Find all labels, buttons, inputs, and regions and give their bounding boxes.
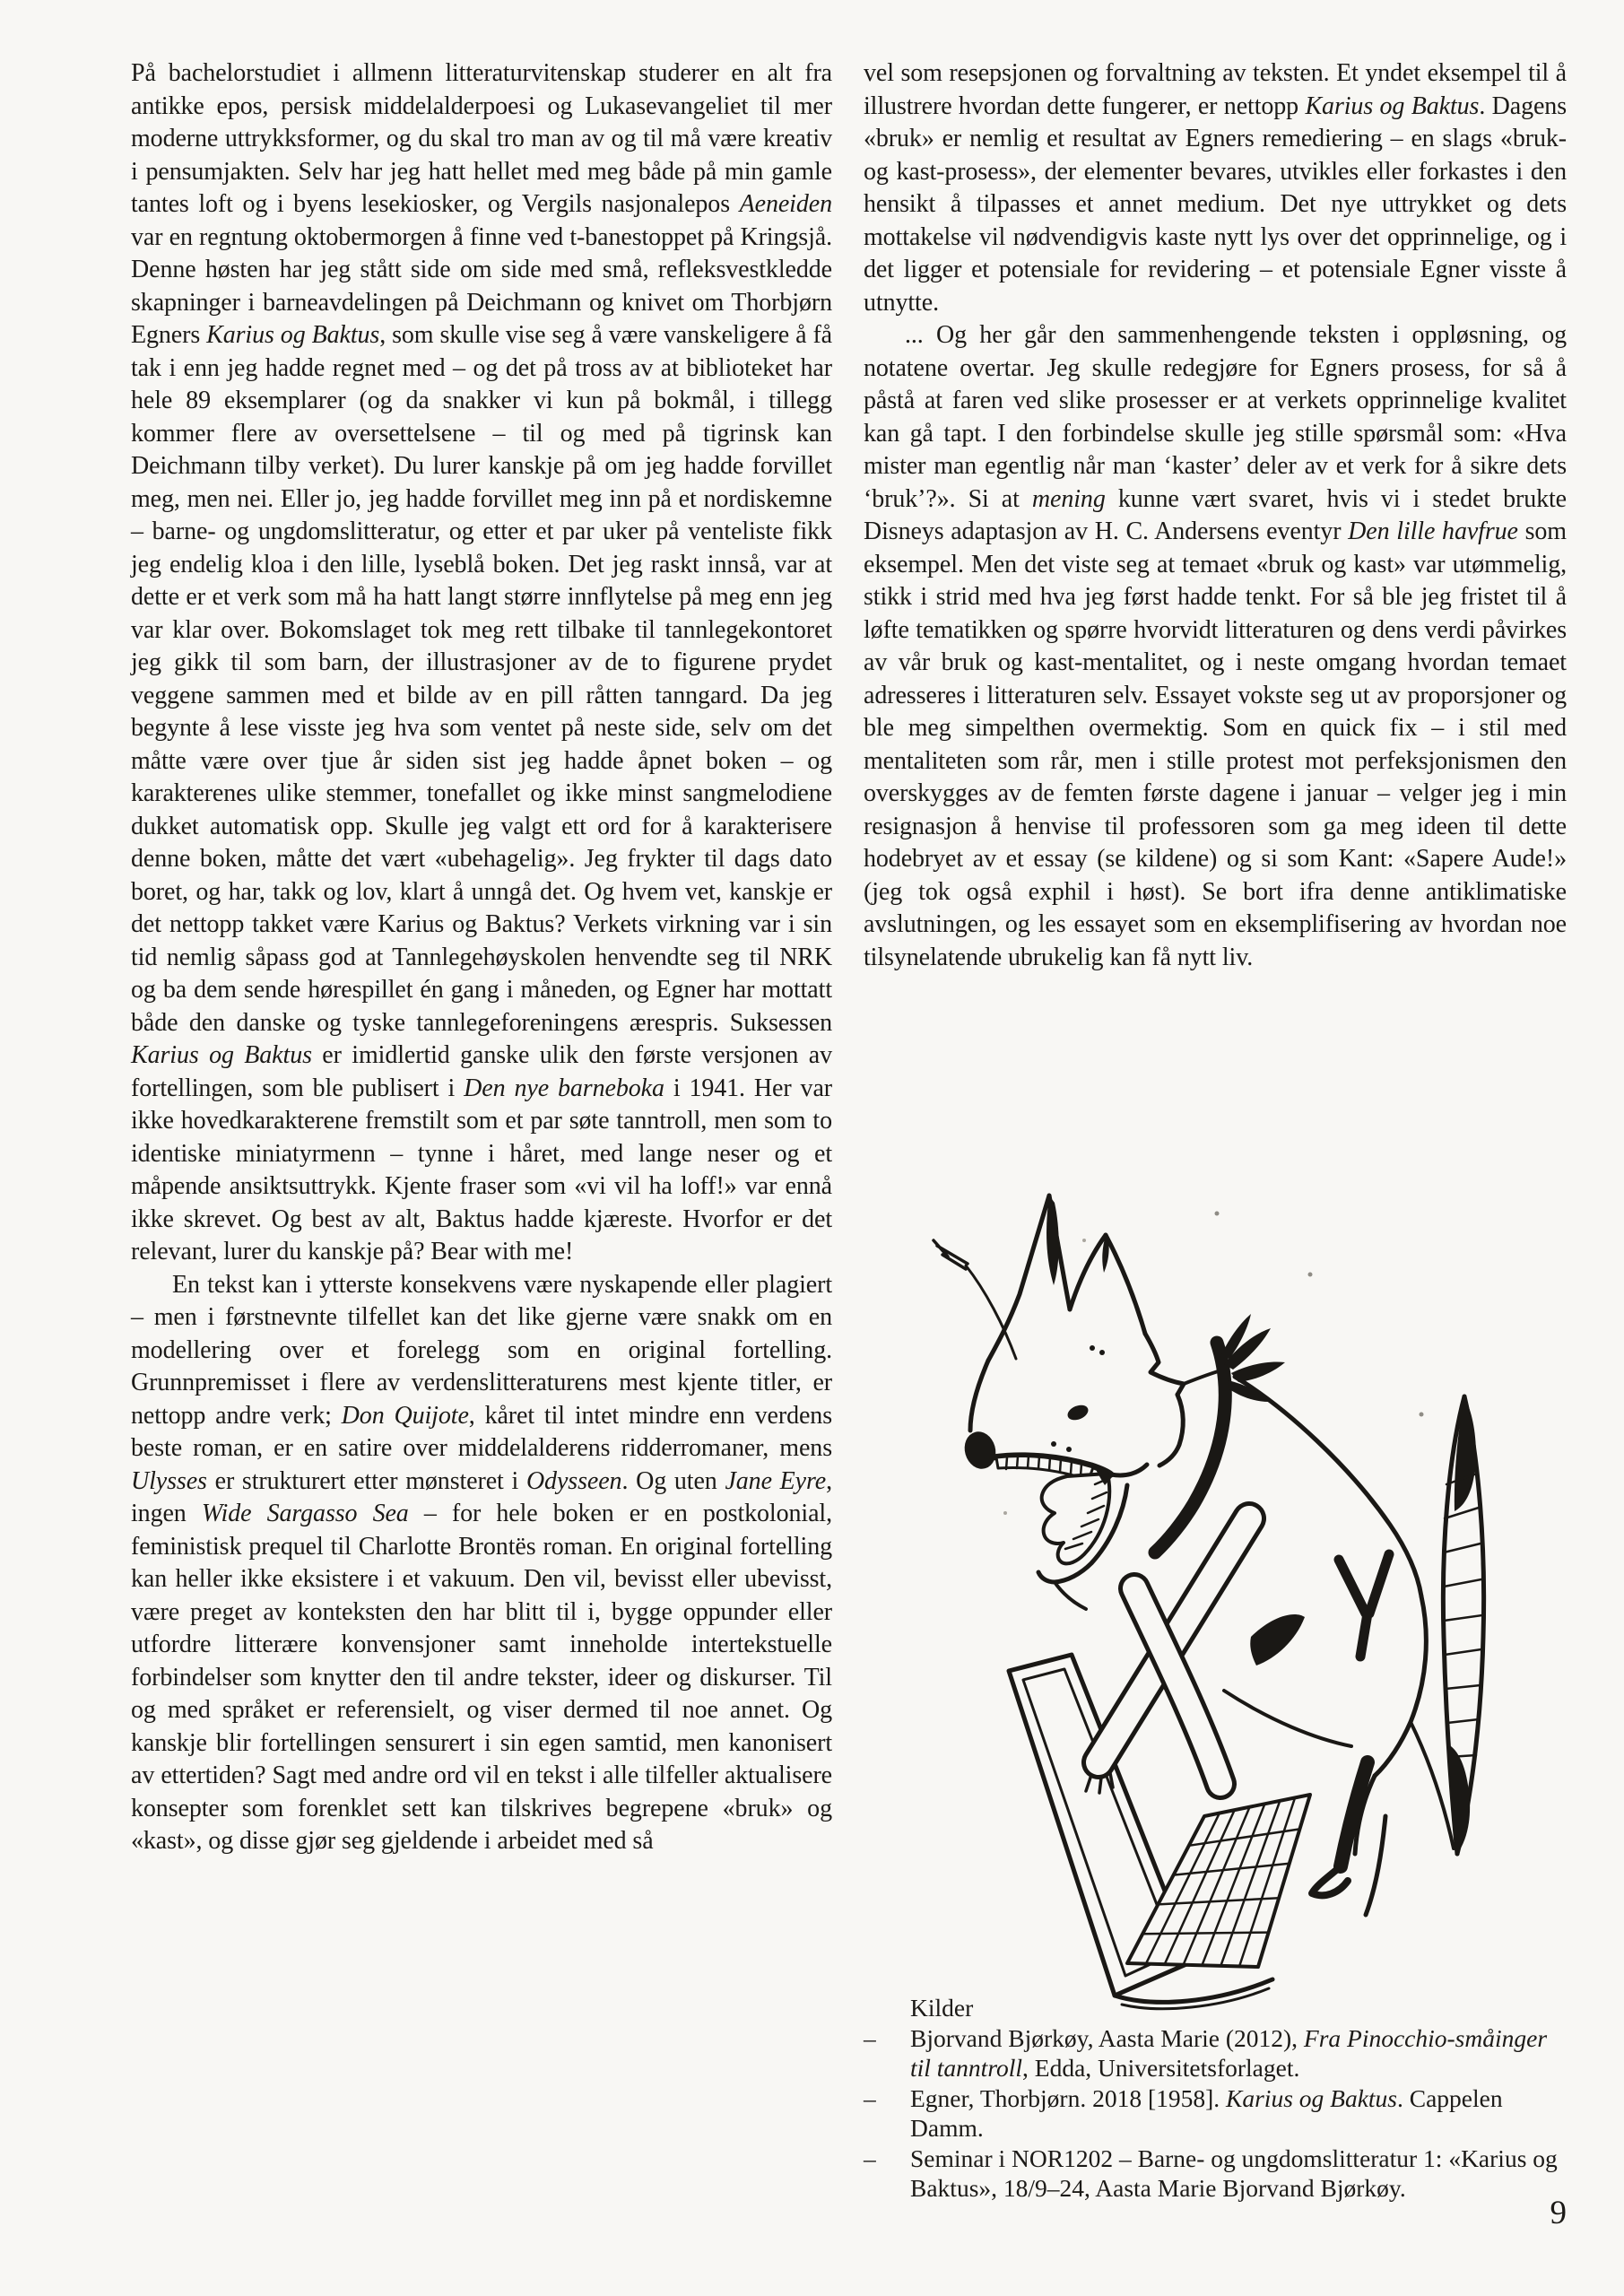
source-text: [910, 2083, 1567, 2144]
fox-eye: [1065, 1403, 1090, 1423]
text-run: , Edda, Universitetsforlaget.: [1022, 2054, 1300, 2082]
fox-laptop-illustration: [919, 1188, 1511, 2022]
text-run: , som skulle vise seg å være vanskeligere å få tak i enn jeg hadde regnet med – og det på tross av at biblioteket har hele 89 eksemplarer (og da snakker vi kun på bokmål, i tillegg kommer flere av oversettelsene – til og med på tigrinsk kan Deichmann tilby verket). Du lurer kanskje på om jeg hadde forvillet meg, men nei. Eller jo, jeg hadde forvillet meg inn på et nordiskemne – barne- og ungdomslitteratur, og etter et par uker på venteliste fikk jeg endelig kloa i den lille, lyseblå boken. Det jeg raskt innså, var at dette er et verk som må ha hatt langt større innflytelse på meg enn jeg var klar over. Bokomslaget tok meg rett tilbake til tannlegekontoret jeg gikk til som barn, der illustrasjoner av de to figurene prydet veggene sammen med et bilde av en pill råtten tanngard. Da jeg begynte å lese visste jeg hva som ventet på neste side, selv om det måtte være over tjue år siden sist jeg hadde åpnet boken – og karakterenes ulike stemmer, tonefallet og ikke minst sangmelodiene dukket automatisk opp. Skulle jeg valgt ett ord for å karakterisere denne boken, måtte det vært «ubehagelig». Jeg frykter til dags dato boret, og har, takk og lov, klart å unngå det. Og hvem vet, kanskje er det nettopp takket være Karius og Baktus? Verkets virkning var i sin tid nemlig såpass god at Tannlegehøyskolen henvendte seg til NRK og ba dem sende hørespillet én gang i måneden, og Egner har mottatt både den danske og tyske tannlegeforeningens ærespris. Suksessen: [131, 321, 832, 1037]
text-run: På bachelorstudiet i allmenn litteraturvitenskap studerer en alt fra antikke epos, persisk middelalderpoesi og Lukasevangeliet til mer moderne uttrykksformer, og du skal tro man av og til må være kreativ i pensumjakten. Selv har jeg hatt hellet med meg både på min gamle tantes loft og i byens lesekiosker, og Vergils nasjonalepos: [131, 59, 832, 218]
italic-text-run: Den lille havfrue: [1348, 517, 1518, 545]
text-run: som eksempel. Men det viste seg at temaet «bruk og kast» var utømmelig, stikk i strid med hva jeg først hadde tenkt. For så ble jeg fristet til å løfte tematikken og spørre hvorvidt litteraturen og dens verdi påvirkes av vår bruk og kast-mentalitet, og i neste omgang hvordan temaet adresseres i litteraturen selv. Essayet vokste seg ut av proporsjoner og ble meg simpelthen overmektig. Som en quick fix – i stil med mentaliteten som rår, men i stille protest mot perfeksjonismen den overskygges av de femten første dagene i januar – velger jeg i min resignasjon å henvise til professoren som ga meg ideen til dette hodebryet av et essay (se kildene) og si som Kant: «Sapere Aude!» (jeg tok også exphil i høst). Se bort ifra denne antiklimatiske avslutningen, og les essayet som en eksemplifisering av hvordan noe tilsynelatende ubrukelig kan få nytt liv.: [864, 517, 1567, 971]
text-run: Egner, Thorbjørn. 2018 [1958].: [910, 2083, 1227, 2112]
text-run: Seminar i NOR1202 – Barne- og ungdomslitteratur 1: «Karius og Baktus», 18/9–24, Aasta Marie Bjorvand Bjørkøy.: [910, 2144, 1558, 2202]
laptop-icon: [1009, 1655, 1310, 2009]
text-run: . Dagens «bruk» er nemlig et resultat av Egners remediering – en slags «bruk- og kast-prosess», der elementer bevares, utvikles eller forkastes i den hensikt å tilpasses et annet medium. Det nye uttrykket og dets mottakelse vil nødvendigvis kaste nytt lys over det opprinnelige, og i det ligger et potensiale for revidering – et potensiale Egner visste å utnytte.: [864, 91, 1567, 317]
text-run: . Og uten: [621, 1466, 725, 1495]
italic-text-run: Karius og Baktus: [1226, 2083, 1397, 2112]
italic-text-run: Wide Sargasso Sea: [201, 1500, 409, 1527]
text-run: Bjorvand Bjørkøy, Aasta Marie (2012),: [910, 2023, 1304, 2052]
dash-marker: –: [864, 2144, 876, 2172]
text-run: – for hele boken er en postkolonial, feministisk prequel til Charlotte Brontës roman. En original fortelling kan heller ikke eksistere i et vakuum. Den vil, bevisst eller ubevisst, være preget av konteksten den har blitt til i, bygge oppunder eller utfordre litterære konvensjoner samt inneholde intertekstuelle forbindelser som knytter den til andre tekster, ideer og diskurser. Til og med språket er referensielt, og viser dermed til noe annet. Og kanskje blir fortellingen sensurert i sin egen samtid, men kanonisert av ettertiden? Sagt med andre ord vil en tekst i alle tilfeller aktualisere konsepter som forenklet sett kan tilskrives begrepene «bruk» og «kast», og disse gjør seg gjeldende i arbeidet med så: [131, 1500, 832, 1855]
text-run: kunne vært svaret, hvis vi i stedet brukte Disneys adaptasjon av H. C. Andersens eventyr: [864, 484, 1568, 545]
italic-text-run: Den nye barneboka: [464, 1074, 664, 1102]
fox-head: [934, 1196, 1224, 1609]
italic-text-run: Fra Pinocchio-småinger til tanntroll: [910, 2023, 1548, 2082]
text-run: En tekst kan i ytterste konsekvens være nyskapende eller plagiert – men i førstnevnte tilfellet kan det like gjerne være snakk om en modellering over et forelegg som en original fortelling. Grunnpremisset i flere av verdenslitteraturens mest kjente titler, er nettopp andre verk;: [131, 1270, 832, 1430]
source-text: [910, 2144, 1567, 2204]
paragraph: [864, 57, 1567, 319]
sources-section: [864, 1993, 1567, 2204]
italic-text-run: Odysseen: [525, 1466, 622, 1495]
text-run: , ingen: [131, 1466, 832, 1527]
text-run: , kåret til intet mindre enn verdens beste roman, er en satire over middelalderens ridderromaner, mens: [131, 1401, 833, 1462]
italic-text-run: Aeneiden: [739, 190, 832, 218]
text-run: ... Og her går den sammenhengende teksten i oppløsning, og notatene overtar. Jeg skulle redegjøre for Egners prosess, for så å påstå at faren ved slike prosesser er at verkets opprinnelige kvalitet kan gå tapt. I den forbindelse skulle jeg stille spørsmål som: «Hva mister man egentlig når man ‘kaster’ deler av et verk for å sikre dets ‘bruk’?». Si at: [864, 321, 1567, 513]
italic-text-run: mening: [1031, 484, 1106, 513]
fox-tail: [1443, 1396, 1483, 1854]
page-number: 9: [1550, 2195, 1567, 2231]
dash-marker: –: [864, 2023, 876, 2052]
source-item: [864, 2083, 1567, 2144]
italic-text-run: Ulysses: [131, 1466, 207, 1495]
fox-front-legs: [1086, 1518, 1249, 1793]
right-column: [864, 57, 1567, 974]
dash-marker: –: [864, 2083, 876, 2112]
left-column: [131, 57, 832, 1858]
italic-text-run: Karius og Baktus: [206, 321, 380, 349]
text-run: vel som resepsjonen og forvaltning av teksten. Et yndet eksempel til å illustrere hvordan dette fungerer, er nettopp: [864, 59, 1567, 120]
text-run: var en regntung oktobermorgen å finne ved t-banestoppet på Kringsjå. Denne høsten har jeg stått side om side med små, refleksvestkledde skapninger i barneavdelingen på Deichmann og knivet om Thorbjørn Egners: [131, 222, 832, 349]
text-run: . Cappelen Damm.: [910, 2083, 1503, 2142]
source-text: [910, 2023, 1567, 2083]
paragraph: [864, 319, 1567, 974]
fox-illustration-svg: [919, 1188, 1511, 2022]
italic-text-run: Karius og Baktus: [1305, 91, 1480, 120]
text-run: er strukturert etter mønsteret i: [206, 1466, 526, 1495]
italic-text-run: Don Quijote: [341, 1401, 469, 1430]
italic-text-run: Jane Eyre: [725, 1466, 827, 1495]
sources-heading: Kilder: [910, 1994, 974, 2022]
source-item: [864, 2023, 1567, 2083]
sources-list: [864, 2023, 1567, 2204]
italic-text-run: Karius og Baktus: [131, 1041, 312, 1069]
text-run: i 1941. Her var ikke hovedkarakterene fremstilt som et par søte tanntroll, men som to identiske miniatyrmenn – tynne i håret, med lange neser og et måpende ansiktsuttrykk. Kjente fraser som «vi vil ha loff!» var ennå ikke skrevet. Og best av alt, Baktus hadde kjæreste. Hvorfor er det relevant, lurer du kanskje på? Bear with me!: [131, 1074, 833, 1265]
source-item: [864, 2144, 1567, 2204]
paragraph: [131, 57, 832, 1269]
text-run: er imidlertid ganske ulik den første versjonen av fortellingen, som ble publisert i: [131, 1041, 832, 1102]
paragraph: [131, 1269, 832, 1858]
